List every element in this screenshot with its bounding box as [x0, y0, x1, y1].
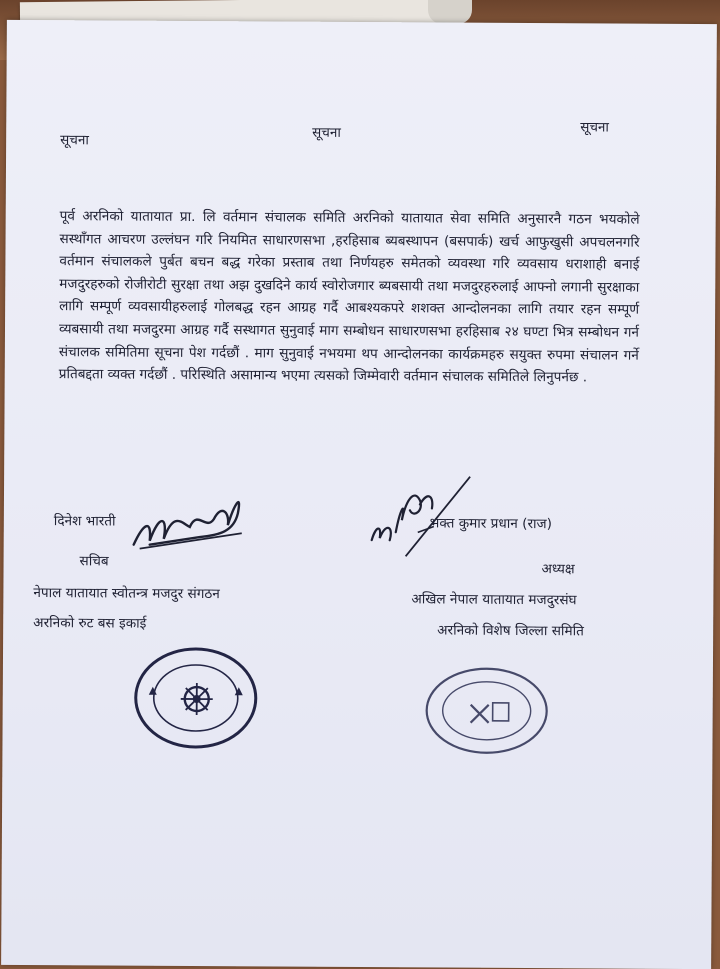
notice-paper	[1, 20, 717, 969]
notice-body-paragraph: पूर्व अरनिको यातायात प्रा. लि वर्तमान संचालक समिति अरनिको यातायात सेवा समिति अनुसारनै गठन भयकोले सस्थाँगत आचरण उल्लंघन गरि नियमित साधारणसभा ,हरहिसाब ब्यबस्थापन (बसपार्क) खर्च आफुखुसी अपचलनगरि वर्तमान संचालकले पुर्बत बचन बद्ध गरेका प्रस्ताब तथा निर्णयहरु समेतको व्यवस्था गरि व्यवसाय धराशाही बनाई मजदुरहरुको रोजीरोटी सुरक्षा तथा अझ दुखदिने कार्य स्वोरोजगार ब्यबसायी तथा मजदुरहरुलाई आफ्नो लगानी सुरक्षाका लागि सम्पूर्ण व्यवसायीहरुलाई गोलबद्ध रहन आग्रह गर्दै आबश्यकपरे शशक्त आन्दोलनका लागि तयार रहन सम्पूर्ण व्यबसायी तथा मजदुरमा आग्रह गर्दै सस्थागत सुनुवाई माग सम्बोधन साधारणसभा हरहिसाब २४ घण्टा भित्र सम्बोधन गर्न संचालक समितिमा सूचना पेश गर्दछौं . माग सुनुवाई नभयमा थप आन्दोलनका कार्यक्रमहरु सयुक्त रुपमा संचालन गर्ने प्रतिबद्दता व्यक्त गर्दछौं . परिस्थिति असामान्य भएमा त्यसको जिम्मेवारी वर्तमान संचालक समितिले लिनुपर्नछ .	[58, 208, 640, 386]
right-signatory-unit: अरनिको विशेष जिल्ला समिति	[437, 622, 584, 640]
rolled-paper-edge	[428, 0, 472, 24]
left-organization-stamp	[130, 643, 261, 754]
left-signature-mark	[130, 483, 250, 554]
left-signatory-unit: अरनिको रुट बस इकाई	[33, 615, 147, 632]
right-signatory-name: भक्त कुमार प्रधान (राज)	[429, 515, 553, 533]
right-signatory-title: अध्यक्ष	[541, 561, 575, 578]
notice-heading-right: सूचना	[580, 119, 609, 136]
right-organization-stamp	[422, 664, 551, 757]
left-signatory-name: दिनेश भारती	[53, 513, 116, 530]
notice-heading-left: सूचना	[60, 132, 89, 149]
left-signatory-organization: नेपाल यातायात स्वोतन्त्र मजदुर संगठन	[33, 585, 220, 603]
notice-heading-center: सूचना	[312, 124, 341, 141]
left-signatory-title: सचिब	[79, 553, 109, 570]
right-signatory-organization: अखिल नेपाल यातायात मजदुरसंघ	[411, 591, 577, 609]
